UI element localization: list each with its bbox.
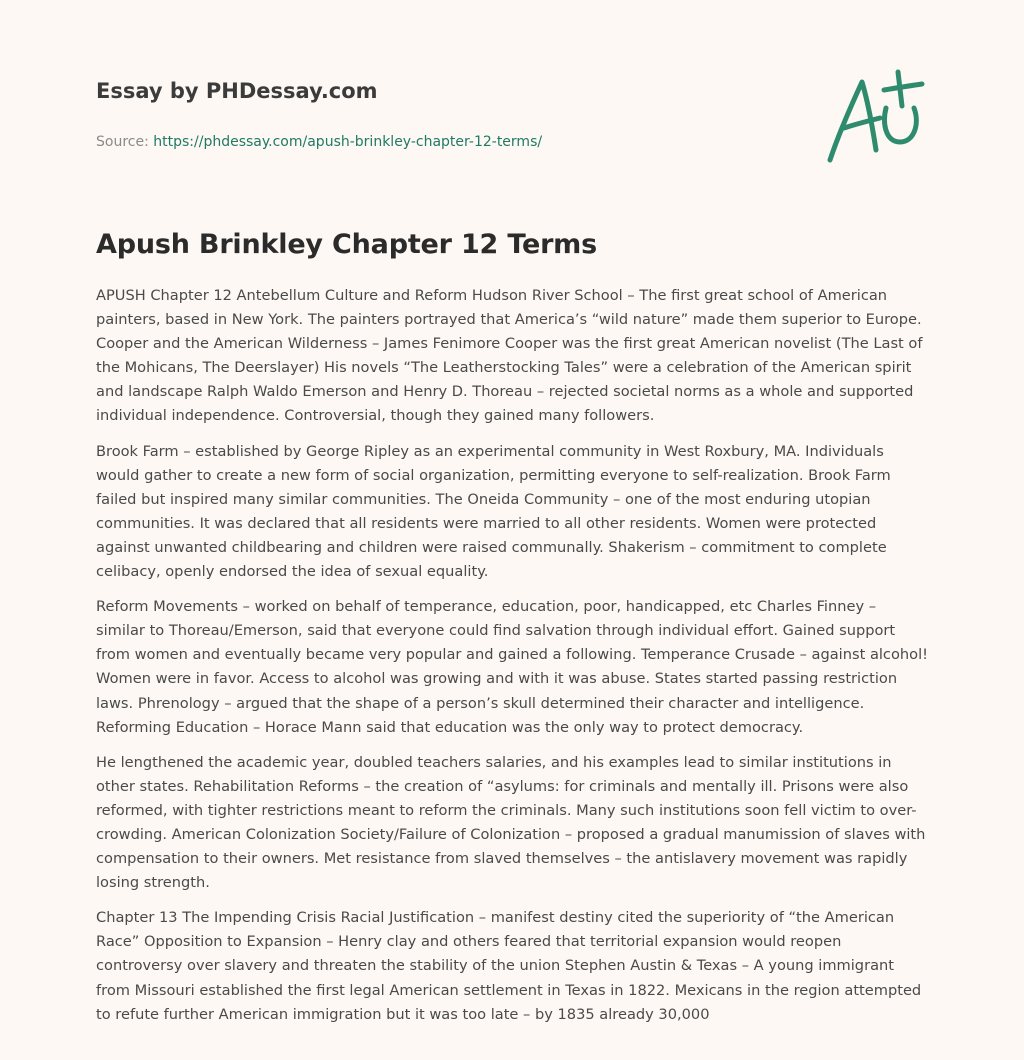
source-line <box>96 133 796 151</box>
article-title: Apush Brinkley Chapter 12 Terms <box>96 229 597 260</box>
brand-title: Essay by PHDessay.com <box>96 79 378 103</box>
article-paragraph: Reform Movements – worked on behalf of temperance, education, poor, handicapped, etc Charles Finney – similar to Thoreau/Emerson, said that everyone could find salvation through individual effort. Gained support from women and eventually became very popular and gained a following. Temperance Crusade – against alcohol! Women were in favor. Access to alcohol was growing and with it was abuse. States started passing restriction laws. Phrenology – argued that the shape of a person’s skull determined their character and intelligence. Reforming Education – Horace Mann said that education was the only way to protect democracy. <box>96 598 928 736</box>
article-paragraph: He lengthened the academic year, doubled teachers salaries, and his examples lead to similar institutions in other states. Rehabilitation Reforms – the creation of “asylums: for criminals and mentally ill. Prisons were also reformed, with tighter restrictions meant to reform the criminals. Many such institutions soon fell victim to over-crowding. American Colonization Society/Failure of Colonization – proposed a gradual manumission of slaves with compensation to their owners. Met resistance from slaved themselves – the antislavery movement was rapidly losing strength. <box>96 753 926 892</box>
article-paragraph: Chapter 13 The Impending Crisis Racial Justification – manifest destiny cited the superiority of “the American Race” Opposition to Expansion – Henry clay and others feared that territorial expansion would reopen controversy over slavery and threaten the stability of the union Stephen Austin & Texas – A young immigrant from Missouri established the first legal American settlement in Texas in 1822. Mexicans in the region attempted to refute further American immigration but it was too late – by 1835 already 30,000 <box>96 909 922 1023</box>
a-plus-logo-icon <box>822 68 932 168</box>
page-header <box>96 78 796 151</box>
article-paragraph: APUSH Chapter 12 Antebellum Culture and Reform Hudson River School – The first great school of American painters, based in New York. The painters portrayed that America’s “wild nature” made them superior to Europe. Cooper and the American Wilderness – James Fenimore Cooper was the first great American novelist (The Last of the Mohicans, The Deerslayer) His novels “The Leatherstocking Tales” were a celebration of the American spirit and landscape Ralph Waldo Emerson and Henry D. Thoreau – rejected societal norms as a whole and supported individual independence. Controversial, though they gained many followers. <box>96 287 923 425</box>
source-link[interactable]: https://phdessay.com/apush-brinkley-chapter-12-terms/ <box>153 134 543 150</box>
source-label: Source: <box>96 134 154 150</box>
article-paragraph: Brook Farm – established by George Ripley as an experimental community in West Roxbury, MA. Individuals would gather to create a new form of social organization, permitting everyone to self-realization. Brook Farm failed but inspired many similar communities. The Oneida Community – one of the most enduring utopian communities. It was declared that all residents were married to all other residents. Women were protected against unwanted childbearing and children were raised communally. Shakerism – commitment to complete celibacy, openly endorsed the idea of sexual equality. <box>96 442 891 581</box>
article-body <box>96 284 928 1038</box>
